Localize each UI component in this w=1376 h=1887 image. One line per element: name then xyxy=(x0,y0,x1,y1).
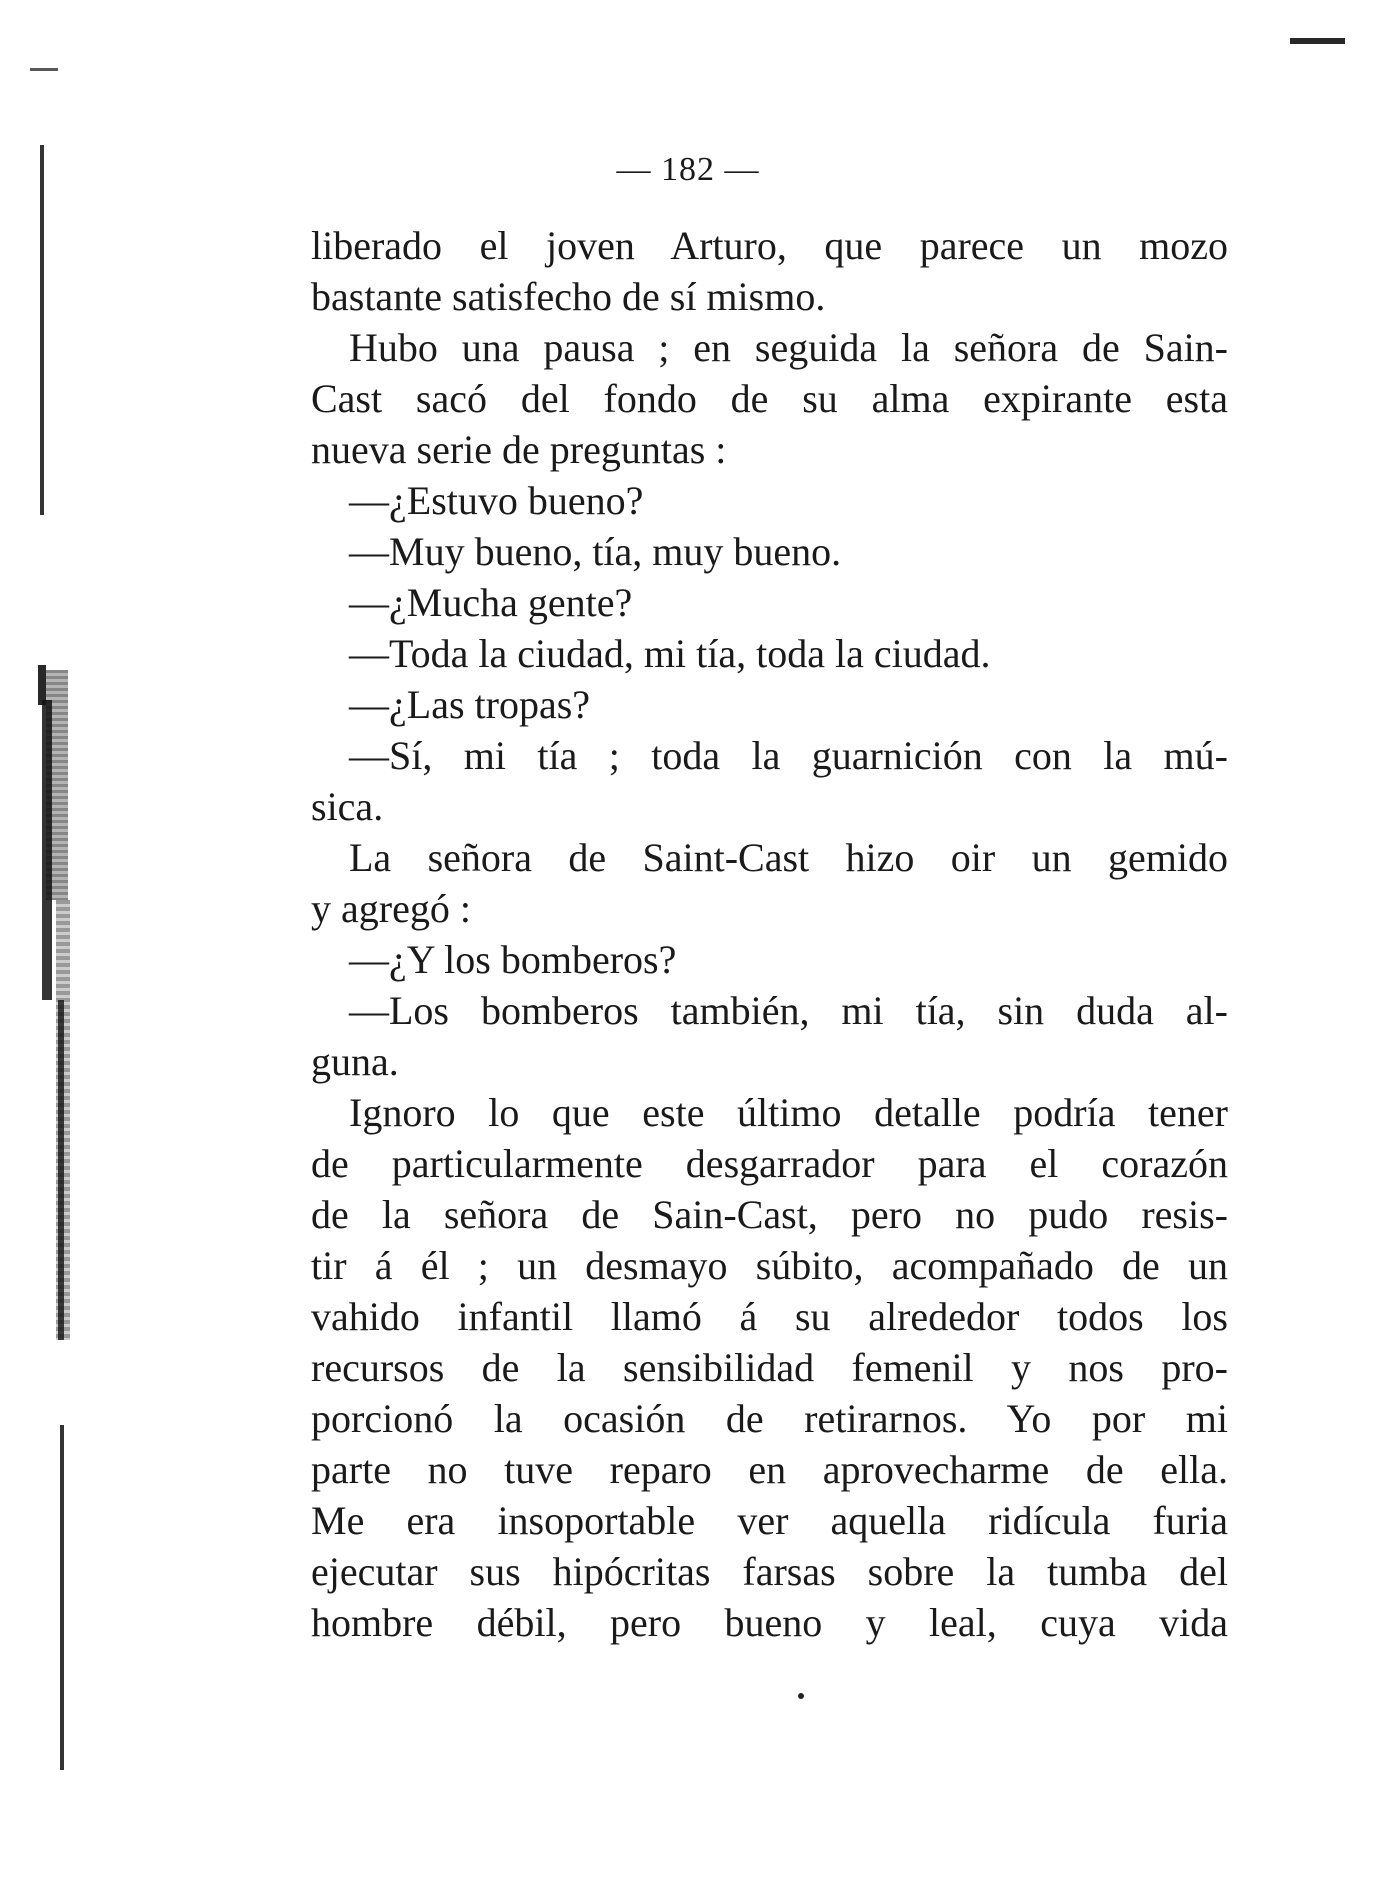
text-line: parte no tuve reparo en aprovecharme de ella. xyxy=(311,1447,1228,1492)
text-line: —Sí, mi tía ; toda la guarnición con la mú- xyxy=(349,733,1228,778)
text-line: y agregó : xyxy=(311,886,471,931)
text-line: porcionó la ocasión de retirarnos. Yo por mi xyxy=(311,1396,1228,1441)
text-line: recursos de la sensibilidad femenil y nos pro- xyxy=(311,1345,1228,1390)
text-line: guna. xyxy=(311,1039,399,1084)
text-line: —Toda la ciudad, mi tía, toda la ciudad. xyxy=(349,631,991,676)
text-line: Me era insoportable ver aquella ridícula furia xyxy=(311,1498,1228,1543)
text-line: de particularmente desgarrador para el corazón xyxy=(311,1141,1228,1186)
scan-edge-artifact xyxy=(60,1425,64,1770)
text-line: tir á él ; un desmayo súbito, acompañado de un xyxy=(311,1243,1228,1288)
text-line: —¿Mucha gente? xyxy=(349,580,633,625)
scan-edge-artifact xyxy=(58,1000,64,1340)
text-line: —¿Estuvo bueno? xyxy=(349,478,644,523)
scan-edge-artifact xyxy=(30,68,58,71)
text-line: vahido infantil llamó á su alrededor todos los xyxy=(311,1294,1228,1339)
page-number: — 182 — xyxy=(616,151,760,188)
text-line: Ignoro lo que este último detalle podría tener xyxy=(349,1090,1228,1135)
text-line: —¿Las tropas? xyxy=(349,682,591,727)
scan-edge-artifact xyxy=(40,145,44,515)
text-line: —Los bomberos también, mi tía, sin duda al- xyxy=(349,988,1228,1033)
text-line: sica. xyxy=(311,784,384,829)
text-line: hombre débil, pero bueno y leal, cuya vida xyxy=(311,1600,1228,1645)
scan-edge-artifact xyxy=(38,665,46,705)
text-line: Cast sacó del fondo de su alma expirante esta xyxy=(311,376,1228,421)
scan-edge-artifact xyxy=(42,700,52,1000)
text-line: bastante satisfecho de sí mismo. xyxy=(311,274,826,319)
text-line: —Muy bueno, tía, muy bueno. xyxy=(349,529,842,574)
text-line: de la señora de Sain-Cast, pero no pudo resis- xyxy=(311,1192,1228,1237)
text-line: nueva serie de preguntas : xyxy=(311,427,727,472)
ink-speck xyxy=(798,1693,804,1699)
text-line: Hubo una pausa ; en seguida la señora de Sain- xyxy=(349,325,1228,370)
text-line: —¿Y los bomberos? xyxy=(349,937,677,982)
text-line: La señora de Saint-Cast hizo oir un gemido xyxy=(349,835,1228,880)
body-text xyxy=(311,220,1228,1648)
text-line: liberado el joven Arturo, que parece un mozo xyxy=(311,223,1228,268)
scan-edge-artifact xyxy=(1290,38,1345,44)
text-line: ejecutar sus hipócritas farsas sobre la tumba del xyxy=(311,1549,1228,1594)
